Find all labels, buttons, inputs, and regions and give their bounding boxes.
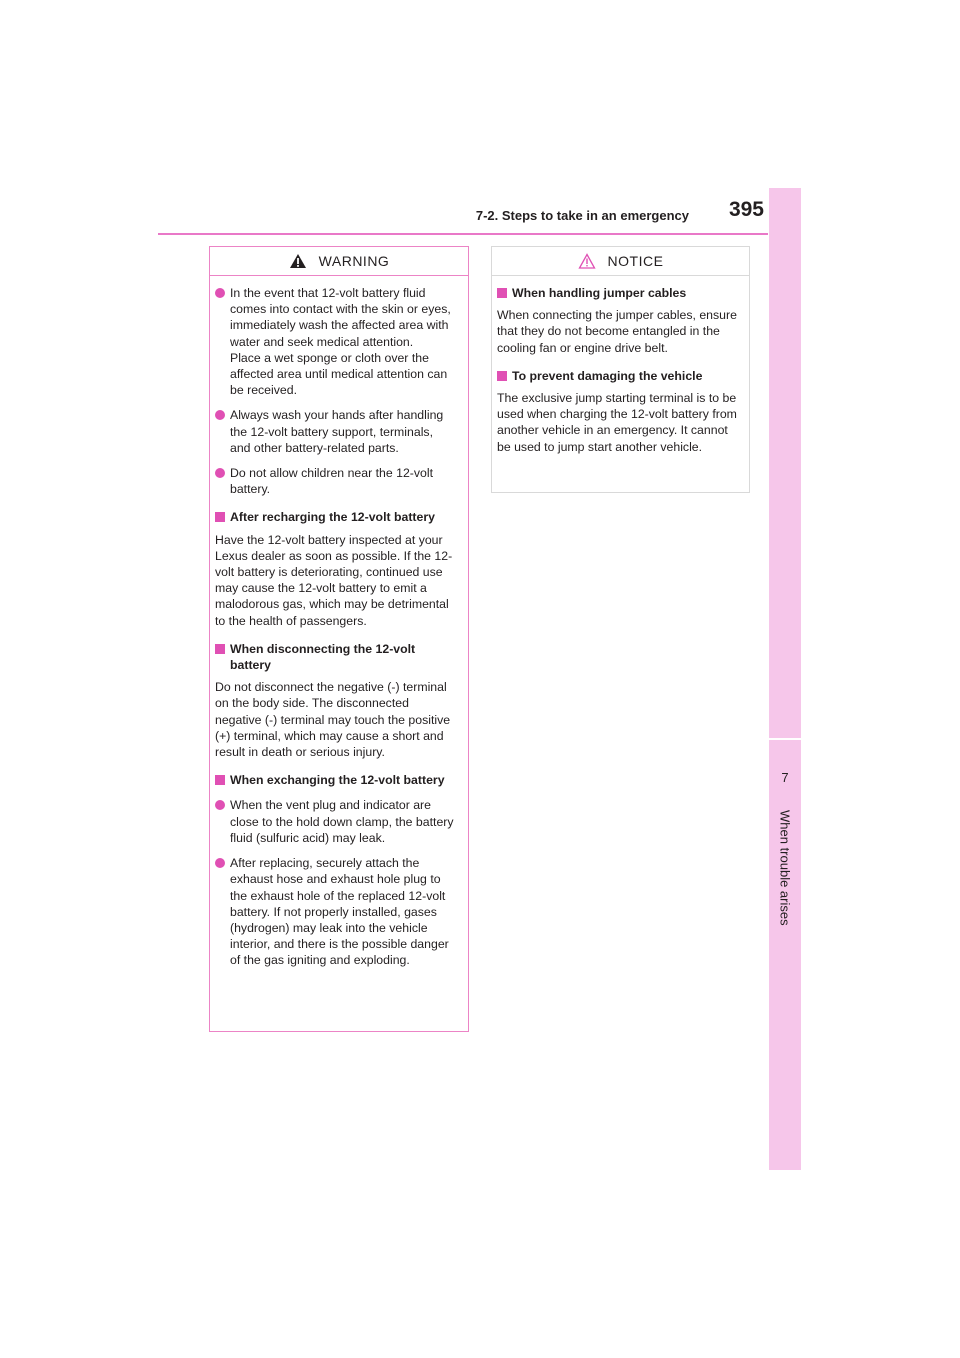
subheading-text: When disconnecting the 12-volt battery (230, 641, 416, 673)
section-title: 7-2. Steps to take in an emergency (475, 208, 689, 223)
chapter-side-tab (769, 188, 801, 1170)
warning-bullet (215, 285, 456, 398)
warning-subheading (215, 641, 456, 673)
warning-subheading (215, 772, 456, 788)
notice-title: NOTICE (607, 253, 664, 269)
bullet-dot-icon (215, 410, 225, 420)
warning-subheading (215, 509, 456, 525)
warning-bullet-text: Always wash your hands after handling the 12-volt battery support, terminals, and other battery-related parts. (230, 408, 444, 455)
chapter-title: When trouble arises (777, 810, 793, 926)
page-number: 395 (728, 198, 764, 221)
notice-triangle-icon (578, 253, 596, 269)
warning-bullet (215, 407, 456, 456)
warning-paragraph: Have the 12-volt battery inspected at your Lexus dealer as soon as possible. If the 12-volt battery is deteriorating, continued use may cause the 12-volt battery to emit a malodorous gas, which may be detrimental to the health of passengers. (215, 532, 453, 628)
warning-bullet (215, 465, 456, 497)
notice-paragraph: When connecting the jumper cables, ensure that they do not become entangled in the cooling fan or engine drive belt. (497, 308, 737, 355)
subheading-text: To prevent damaging the vehicle (512, 368, 703, 383)
bullet-dot-icon (215, 858, 225, 868)
warning-bullet (215, 797, 456, 846)
warning-bullet-text: Place a wet sponge or cloth over the affected area until medical attention can be received. (230, 350, 448, 398)
warning-bullet (215, 855, 456, 968)
square-bullet-icon (215, 775, 225, 785)
bullet-dot-icon (215, 800, 225, 810)
warning-triangle-icon (289, 253, 307, 269)
header-rule (158, 233, 768, 235)
subheading-text: When exchanging the 12-volt battery (230, 773, 445, 788)
notice-subheading (497, 368, 737, 384)
warning-bullet-text: In the event that 12-volt battery fluid comes into contact with the skin or eyes, immediately wash the affected area with water and seek medical attention. (230, 286, 451, 349)
side-tab-divider (769, 738, 801, 740)
notice-subheading (497, 285, 737, 301)
notice-paragraph: The exclusive jump starting terminal is to be used when charging the 12-volt battery from another vehicle in an emergency. It cannot be used to jump start another vehicle. (497, 391, 737, 454)
chapter-number: 7 (781, 770, 789, 785)
square-bullet-icon (497, 288, 507, 298)
subheading-text: After recharging the 12-volt battery (230, 510, 435, 525)
warning-title: WARNING (318, 253, 390, 269)
notice-box (491, 246, 750, 493)
bullet-dot-icon (215, 288, 225, 298)
square-bullet-icon (497, 371, 507, 381)
bullet-dot-icon (215, 468, 225, 478)
square-bullet-icon (215, 512, 225, 522)
subheading-text: When handling jumper cables (512, 286, 687, 300)
warning-bullet-text: Do not allow children near the 12-volt battery. (230, 466, 434, 497)
square-bullet-icon (215, 644, 225, 654)
warning-header (210, 247, 468, 276)
warning-paragraph: Do not disconnect the negative (-) terminal on the body side. The disconnected negative (-) terminal may touch the positive (+) terminal, which may cause a short and result in death or serious injury. (215, 680, 451, 760)
warning-bullet-text: When the vent plug and indicator are close to the hold down clamp, the battery fluid (sulfuric acid) may leak. (230, 798, 454, 845)
warning-box (209, 246, 469, 1032)
warning-bullet-text: After replacing, securely attach the exhaust hose and exhaust hole plug to the exhaust hole of the replaced 12-volt battery. If not properly installed, gases (hydrogen) may leak into the vehicle interior, and there is the possible danger of the gas igniting and exploding. (230, 856, 449, 968)
notice-header (492, 247, 749, 276)
